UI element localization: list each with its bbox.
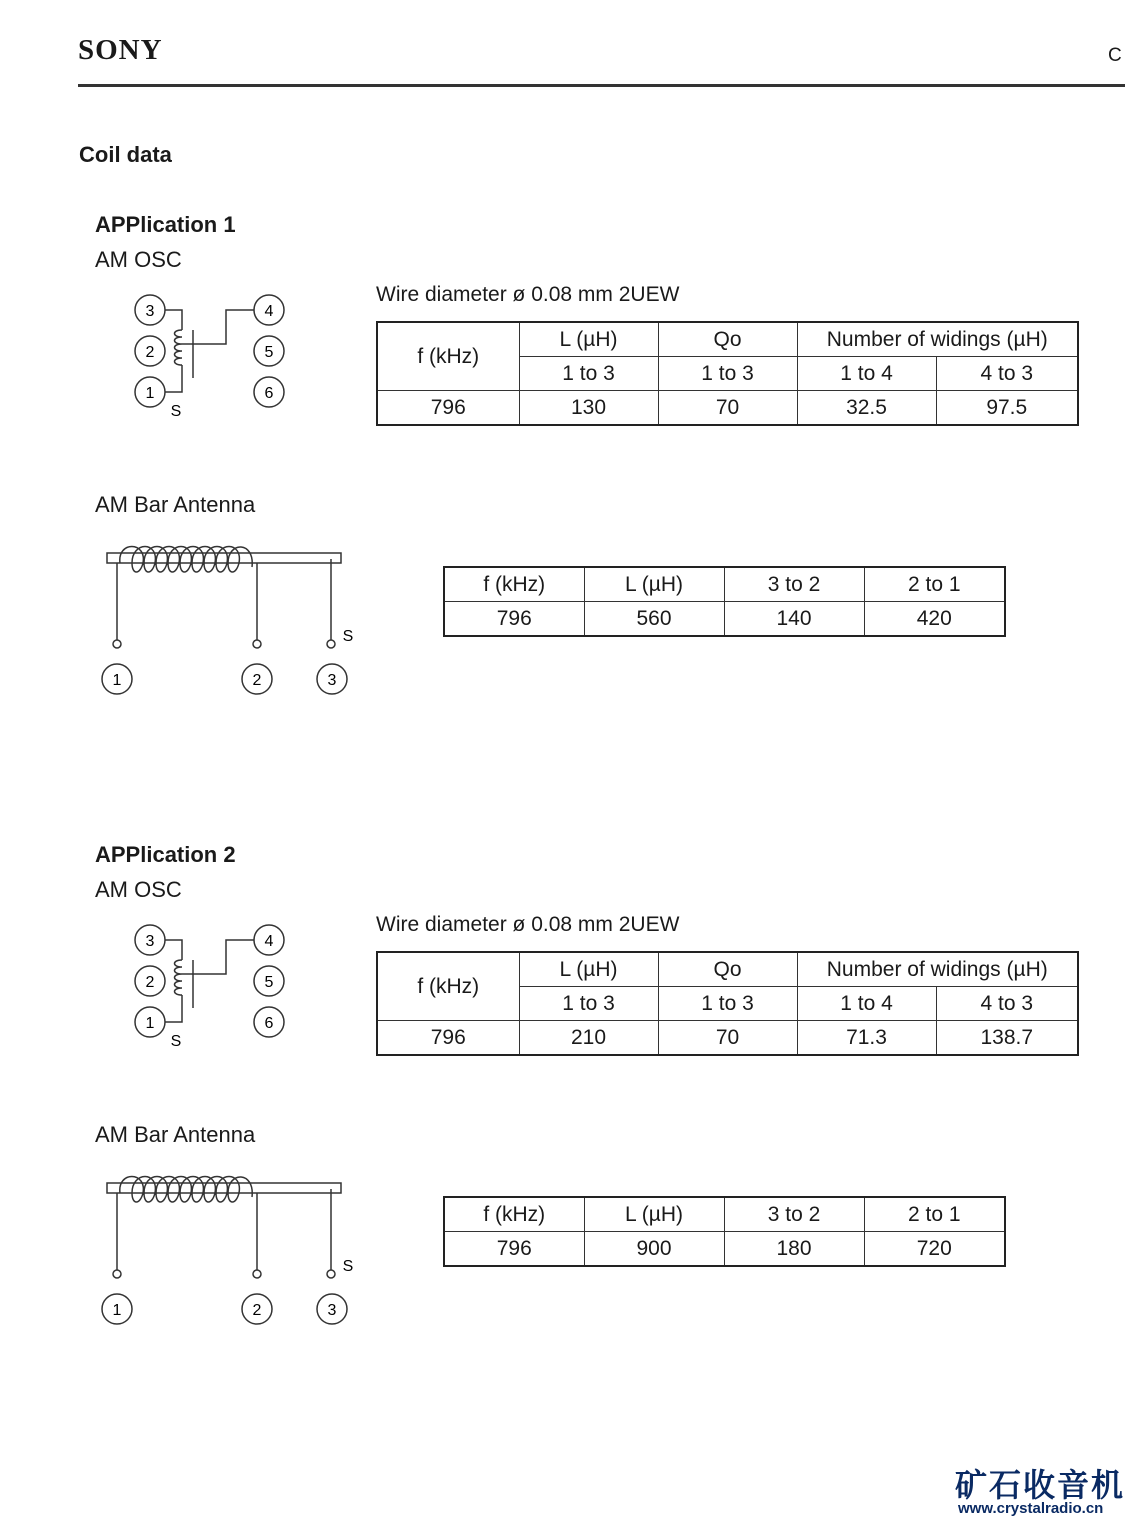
value-l: 900: [584, 1232, 724, 1267]
value-2-to-1: 420: [864, 602, 1005, 637]
osc-table-2: [376, 951, 1079, 1056]
section-title: Coil data: [79, 142, 172, 167]
value-n2: 138.7: [936, 1021, 1078, 1056]
sub-n2: 4 to 3: [936, 357, 1078, 391]
bar-pin-1: 1: [112, 1302, 122, 1319]
bar-table-1: [443, 566, 1006, 637]
sub-n1: 1 to 4: [797, 357, 936, 391]
value-l: 130: [519, 391, 658, 426]
sub-q: 1 to 3: [658, 357, 797, 391]
watermark-url: www.crystalradio.cn: [958, 1500, 1104, 1517]
osc-pin-2: 2: [145, 344, 155, 361]
osc-pin-4: 4: [264, 303, 274, 320]
value-f: 796: [444, 1232, 584, 1267]
header-l: L (µH): [519, 322, 658, 357]
osc-pin-6: 6: [264, 385, 274, 402]
bar-antenna-diagram-2: [100, 1165, 370, 1330]
am-bar-antenna-label-2: AM Bar Antenna: [95, 1122, 256, 1147]
value-f: 796: [377, 1021, 519, 1056]
header-f: f (kHz): [444, 1197, 584, 1232]
sub-n2: 4 to 3: [936, 987, 1078, 1021]
header-3-to-2: 3 to 2: [724, 567, 864, 602]
value-3-to-2: 180: [724, 1232, 864, 1267]
osc-pin-5: 5: [264, 974, 274, 991]
bar-pin-2: 2: [252, 1302, 262, 1319]
brand-logo: SONY: [78, 34, 163, 66]
header-q: Qo: [658, 952, 797, 987]
osc-shield-label: S: [170, 1033, 182, 1050]
osc-pin-3: 3: [145, 303, 155, 320]
wire-diameter-1: Wire diameter ø 0.08 mm 2UEW: [376, 283, 680, 306]
osc-table-1: [376, 321, 1079, 426]
bar-pin-3: 3: [327, 672, 337, 689]
header-2-to-1: 2 to 1: [864, 1197, 1005, 1232]
header-f: f (kHz): [377, 952, 519, 1021]
value-l: 210: [519, 1021, 658, 1056]
wire-diameter-2: Wire diameter ø 0.08 mm 2UEW: [376, 913, 680, 936]
am-osc-label-1: AM OSC: [95, 247, 182, 272]
osc-pin-6: 6: [264, 1015, 274, 1032]
value-q: 70: [658, 1021, 797, 1056]
header-f: f (kHz): [377, 322, 519, 391]
bar-pin-2: 2: [252, 672, 262, 689]
value-f: 796: [377, 391, 519, 426]
osc-pin-2: 2: [145, 974, 155, 991]
osc-pin-1: 1: [145, 1015, 155, 1032]
value-3-to-2: 140: [724, 602, 864, 637]
osc-pin-1: 1: [145, 385, 155, 402]
bar-pin-3: 3: [327, 1302, 337, 1319]
am-bar-antenna-label-1: AM Bar Antenna: [95, 492, 256, 517]
osc-pin-5: 5: [264, 344, 274, 361]
osc-shield-label: S: [170, 403, 182, 420]
header-l: L (µH): [584, 567, 724, 602]
bar-shield-label: S: [342, 1258, 354, 1275]
watermark-name: 矿石收音机: [955, 1467, 1125, 1503]
value-n2: 97.5: [936, 391, 1078, 426]
osc-pin-3: 3: [145, 933, 155, 950]
am-osc-label-2: AM OSC: [95, 877, 182, 902]
header-windings: Number of widings (µH): [797, 322, 1078, 357]
sub-l: 1 to 3: [519, 357, 658, 391]
header-q: Qo: [658, 322, 797, 357]
value-n1: 71.3: [797, 1021, 936, 1056]
page-code: C: [1108, 45, 1122, 66]
header-f: f (kHz): [444, 567, 584, 602]
bar-table-2: [443, 1196, 1006, 1267]
value-n1: 32.5: [797, 391, 936, 426]
header-l: L (µH): [519, 952, 658, 987]
header-windings: Number of widings (µH): [797, 952, 1078, 987]
application-2-title: APPlication 2: [95, 842, 236, 867]
bar-shield-label: S: [342, 628, 354, 645]
osc-pin-4: 4: [264, 933, 274, 950]
bar-antenna-diagram-1: [100, 535, 370, 700]
header-l: L (µH): [584, 1197, 724, 1232]
sub-q: 1 to 3: [658, 987, 797, 1021]
value-l: 560: [584, 602, 724, 637]
value-q: 70: [658, 391, 797, 426]
bar-pin-1: 1: [112, 672, 122, 689]
application-1-title: APPlication 1: [95, 212, 236, 237]
osc-coil-diagram-1: [120, 288, 300, 423]
value-2-to-1: 720: [864, 1232, 1005, 1267]
value-f: 796: [444, 602, 584, 637]
sub-n1: 1 to 4: [797, 987, 936, 1021]
header-3-to-2: 3 to 2: [724, 1197, 864, 1232]
sub-l: 1 to 3: [519, 987, 658, 1021]
header-rule: [78, 84, 1125, 87]
osc-coil-diagram-2: [120, 918, 300, 1053]
header-2-to-1: 2 to 1: [864, 567, 1005, 602]
